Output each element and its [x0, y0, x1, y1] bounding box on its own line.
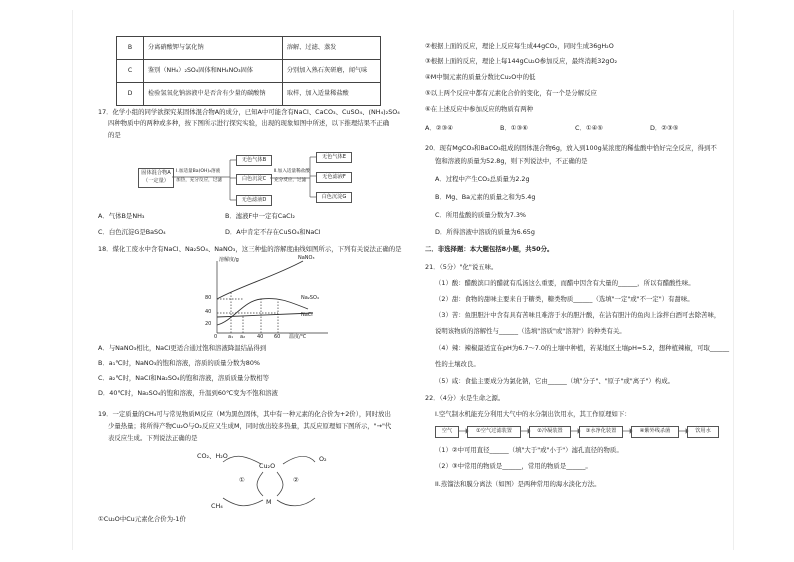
flow-step1a: Ⅰ.加适量Ba(OH)₂溶液	[176, 169, 221, 174]
q21-item: 性的土壤改良。	[435, 360, 480, 368]
q19-item-3: ③根据上面的反应，理论上每144gCu₂O参加反应，最终消耗32gO₂	[425, 57, 618, 65]
q17-stem-line: 的是	[108, 131, 121, 139]
cycle-mark-2: ②	[293, 476, 299, 484]
table-cell: 取样，加入适量稀盐酸	[282, 83, 380, 106]
y-tick-label: 80	[205, 295, 212, 301]
q18-option-c: C．a₂℃时，NaCl和Na₂SO₄的饱和溶液，溶质质量分数相等	[98, 374, 269, 382]
x-tick-label: a₁	[228, 334, 234, 340]
flow-step1b: 加热，充分反应，过滤	[176, 178, 222, 183]
q18-stem: 18．煤化工废水中含有NaCl、Na₂SO₄、NaNO₃，这三种盐的溶解度曲线如图所示，下列有关说法正确的是	[98, 245, 402, 253]
q19-stem-line: 少量热量；将所得产物Cu₂O与O₂反应又生成M，同时放出较多热量，其反应原理如下图所示，"→"代	[108, 422, 392, 430]
series-label-na2so4: Na₂SO₄	[301, 295, 319, 301]
y-tick-label: 20	[205, 321, 212, 327]
q22-item: （1）②中可用直径______（填"大于"或"小于"）滤孔直径的物质。	[435, 446, 623, 454]
flow-filtrate-d-box: 无色滤液D	[236, 195, 272, 206]
flow-node: ②冷凝装置	[529, 426, 571, 438]
q19-cycle-diagram	[193, 452, 343, 512]
table-row	[117, 37, 381, 60]
flow-filtrate-f-box: 无色滤液F	[316, 172, 352, 183]
cycle-o2-label: O₂	[319, 455, 327, 463]
cycle-ch4-label: CH₄	[211, 502, 223, 510]
cycle-cu2o-label: Cu₂O	[259, 462, 276, 470]
q19-stem-line: 表反应生成。下列说法正确的是	[108, 434, 198, 442]
flow-step2b: 充分反应，过滤	[274, 178, 307, 183]
y-tick-label: 40	[205, 309, 212, 315]
x-tick-label: 0	[214, 334, 218, 340]
x-tick-label: 60	[274, 334, 281, 340]
q17-option-c: C．白色沉淀G是BaSO₄	[98, 228, 166, 236]
flow-start-box: 固体混合物A（一定量）	[138, 168, 174, 188]
q21-item: （3）苦：鱼胆胆汁中含有具有苦味且难溶于水的胆汁酸，在沾有胆汁的鱼肉上涂拌白酒可去除苦味，	[435, 311, 721, 319]
process-arrows	[435, 424, 725, 440]
flow-node: ①空气过滤装置	[467, 426, 521, 438]
q18-option-d: D．40℃时，Na₂SO₄的饱和溶液，升温到60℃变为不饱和溶液	[98, 389, 278, 397]
x-axis-label: 温度/℃	[289, 334, 307, 340]
nano3-curve	[217, 261, 303, 299]
q19-item-4: ④M中铜元素的质量分数比Cu₂O中的低	[425, 73, 536, 81]
q20-option-b: B．Mg、Ba元素的质量之和为5.4g	[435, 193, 536, 201]
flow-node: ③水净化装置	[579, 426, 623, 438]
cycle-m-label: M	[266, 498, 272, 506]
x-tick-label: 40	[257, 334, 264, 340]
q22-subheading: I.空气制水机能充分利用大气中的水分制出饮用水，其工作原理如下：	[435, 410, 631, 418]
option-table	[116, 36, 381, 106]
table-cell: C	[117, 60, 144, 83]
q19-item-1: ①Cu₂O中Cu元素化合价为-1价	[98, 515, 186, 523]
nacl-curve	[217, 313, 313, 317]
flow-gas-b-box: 无色气体B	[236, 155, 272, 166]
q19-stem-line: 19．一定质量的CH₄可与常见物质M反应（M为黑色固体，其中有一种元素的化合价为+2价），同时放出	[98, 410, 391, 418]
q22-item: （2）③中常用的物质是______，常用的物质是______。	[435, 462, 592, 470]
q21-item: （1）酸：醋酸滨口的醋就有瓜汤这么重要，而醋中因含有大量的______，所以有醋酸性味。	[435, 279, 695, 287]
table-cell: B	[117, 37, 144, 60]
q19-option-a: A．②③④	[425, 124, 453, 132]
flow-node: 空气	[435, 426, 459, 438]
x-tick-label: a₂	[240, 334, 246, 340]
q17-option-b: B．滤液F中一定有CaCl₂	[225, 212, 295, 220]
series-label-nacl: NaCl	[301, 312, 313, 318]
flow-node: 饮用水	[687, 426, 719, 438]
q21-item: （4）辣：辣椒最适宜在pH为6.7～7.0的土壤中种植，若某地区土壤pH=5.2，想种植辣椒，可取______	[435, 344, 730, 352]
q21-item: 说明该物质的溶解性与______（选填"溶质"或"溶剂"）的种类有关。	[435, 327, 626, 335]
q19-item-2: ②根据上面的反应，理论上反应每生成44gCO₂，同时生成36gH₂O	[425, 42, 614, 50]
q21-stem: 21．（5分）"化"说五味。	[425, 263, 498, 271]
q19-item-6: ⑥在上述反应中参加反应的物质有两种	[425, 105, 533, 113]
q18-option-b: B．a₁℃时，NaNO₃的饱和溶液，溶质的质量分数为80%	[98, 359, 260, 367]
table-cell: 检验氢氧化钠溶液中是否含有少量的碳酸钠	[144, 83, 283, 106]
flow-step2a: Ⅱ.加入适量稀盐酸	[274, 169, 310, 174]
q19-item-5: ⑤以上两个反应中都有元素化合价的变化，有一个是分解反应	[425, 89, 597, 97]
q18-solubility-chart	[203, 255, 333, 340]
q18-option-a: A．与NaNO₃相比，NaCl更适合通过饱和溶液降温结晶得到	[98, 344, 267, 352]
table-cell: 溶解、过滤、蒸发	[282, 37, 380, 60]
q20-option-c: C．所用盐酸的质量分数为7.3%	[435, 211, 526, 219]
q20-stem-line: 饱和溶液的质量为52.8g，则下列说法中，不正确的是	[435, 157, 588, 165]
flow-gas-e-box: 无色气体E	[316, 152, 352, 163]
flow-arrows	[138, 150, 354, 210]
q17-stem-line: 四种物质中的两种或多种，按下图所示进行探究实验，出现的现象如图中所述，以下推理结果不正确	[108, 119, 390, 127]
q20-stem-line: 20．现有MgCO₃和BaCO₃组成的固体混合物6g，放入到100g某浓度的稀盐酸中恰好完全反应，得到不	[425, 144, 717, 152]
series-label-nano3: NaNO₃	[298, 255, 315, 261]
cycle-products-label: CO₂、H₂O	[197, 452, 228, 460]
table-cell: 分别加入熟石灰研磨，闻气味	[282, 60, 380, 83]
flow-precipitate-g-box: 白色沉淀G	[316, 192, 352, 203]
flow-node: ④紫外线杀菌	[631, 426, 679, 438]
q17-stem-line: 17．化学小组的同学欲探究某固体混合物A的成分，已知A中可能含有NaCl、CaCO₃、CuSO₄、(NH₄)₂SO₄	[98, 108, 400, 116]
q20-option-d: D．所得溶液中溶质的质量为6.65g	[435, 228, 535, 236]
q17-option-d: D．A中肯定不存在CuSO₄和NaCl	[225, 228, 321, 236]
q17-flowchart	[138, 150, 348, 210]
q19-option-d: D．②③⑤	[650, 124, 679, 132]
table-cell: 鉴别（NH₄）₂SO₄固体和NH₄NO₃固体	[144, 60, 283, 83]
q22-stem: 22．（4分）水是生命之源。	[425, 394, 505, 402]
table-cell: D	[117, 83, 144, 106]
q19-option-c: C．①④⑤	[575, 124, 604, 132]
na2so4-curve	[217, 298, 308, 325]
table-row	[117, 83, 381, 106]
q22-item: II.蒸馏法和膜分离法（如图）是两种常用的海水淡化方法。	[435, 480, 601, 488]
table-cell: 分离硝酸钾与氯化钠	[144, 37, 283, 60]
flow-precipitate-c-box: 白色沉淀C	[236, 174, 272, 185]
q20-option-a: A．过程中产生CO₂总质量为2.2g	[435, 175, 530, 183]
q21-item: （5）咸：食盐主要成分为氯化钠，它由______（填"分子"、"原子"或"离子"）构成。	[435, 377, 674, 385]
q22-process-flow	[435, 424, 725, 440]
q17-option-a: A．气体B是NH₃	[98, 212, 145, 220]
q21-item: （2）甜：食物的甜味主要来自于糖类，糖类物质______（选填"一定"或"不一定"）有甜味。	[435, 295, 694, 303]
section-heading: 二．非选择题：本大题包括8小题，共50分。	[425, 245, 554, 253]
q19-option-b: B．①③⑥	[500, 124, 528, 132]
table-row	[117, 60, 381, 83]
cycle-mark-1: ①	[239, 476, 245, 484]
y-axis-label: 溶解度/g	[219, 257, 239, 263]
